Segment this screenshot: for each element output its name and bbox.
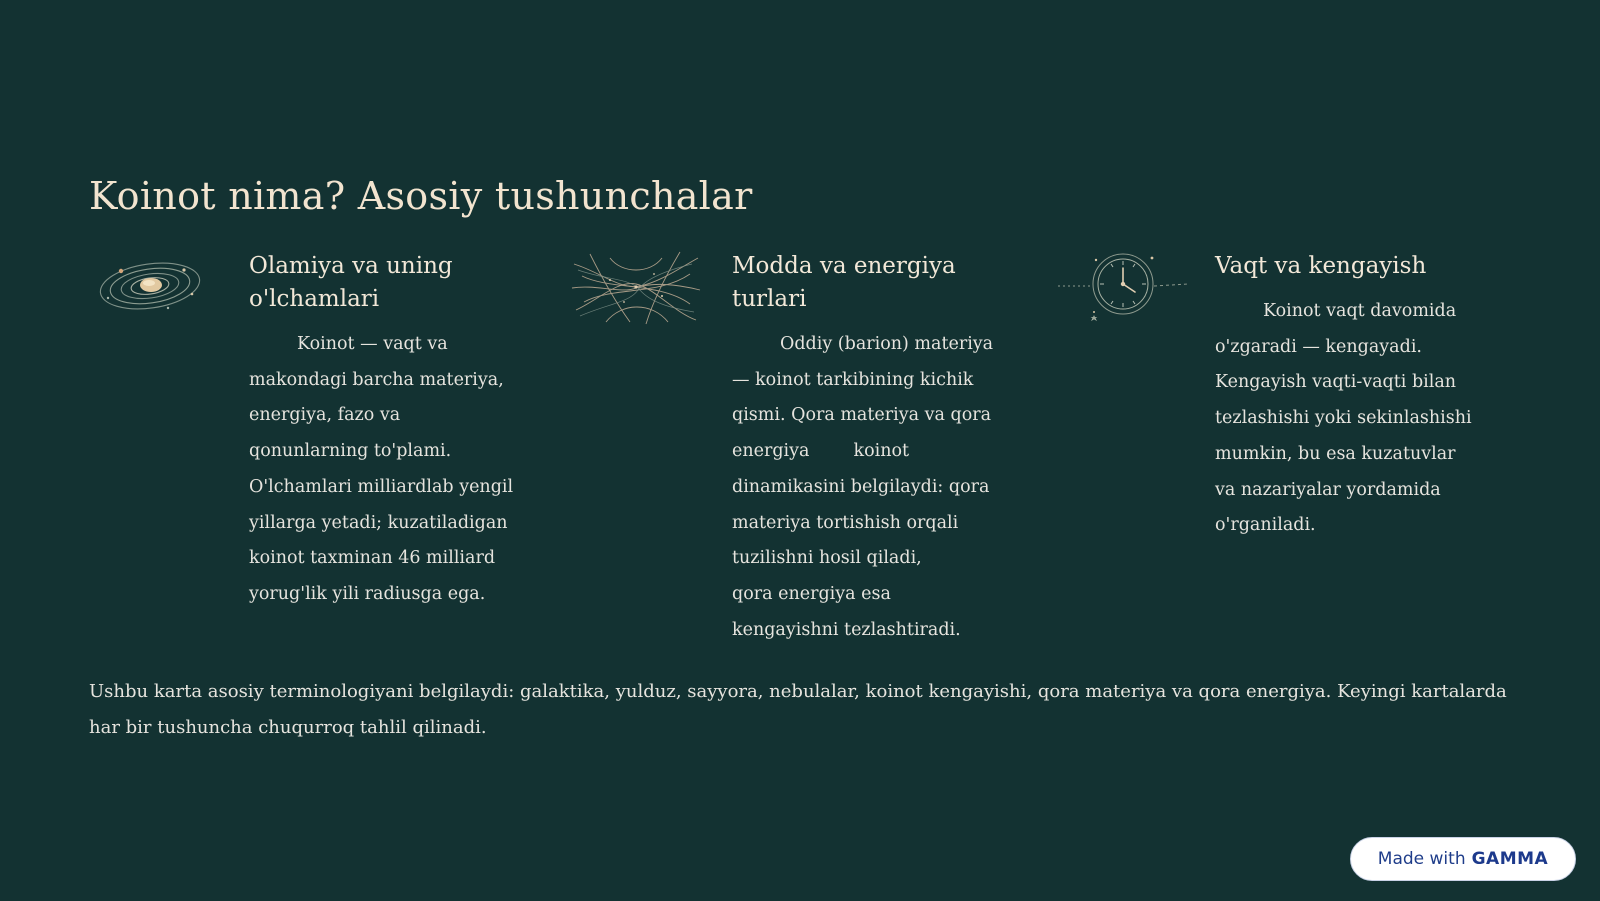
card-heading-line: Olamiya va uning [249, 253, 453, 279]
card-heading [249, 250, 549, 316]
card-body-line: yillarga yetadi; kuzatiladigan [249, 512, 508, 533]
card-body-line: yorug'lik yili radiusga ega. [249, 583, 486, 604]
card-body-line: Kengayish vaqti-vaqti bilan [1215, 372, 1457, 393]
card-body-line: O'lchamlari milliardlab yengil [249, 476, 514, 497]
card-heading-line: o'lchamlari [249, 286, 380, 312]
card-body-line: tuzilishni hosil qiladi, [732, 548, 922, 569]
card-heading-line: Vaqt va kengayish [1215, 253, 1427, 279]
card-body-line: kengayishni tezlashtiradi. [732, 619, 961, 640]
card-body-line: energiya, fazo va [249, 405, 401, 426]
card-body-line: va nazariyalar yordamida [1215, 479, 1441, 500]
cosmic-web-icon [570, 250, 700, 330]
card-body-line: dinamikasini belgilaydi: qora [732, 476, 990, 497]
page-title: Koinot nima? Asosiy tushunchalar [89, 174, 753, 219]
card-body-line: Oddiy (barion) materiya [780, 334, 994, 354]
galaxy-icon [88, 250, 218, 330]
card-body-line: Koinot vaqt davomida [1263, 301, 1457, 321]
card-body-line: qismi. Qora materiya va qora [732, 405, 992, 426]
card-heading-line: Modda va energiya [732, 253, 956, 279]
card-body-fragment: koinot [853, 441, 910, 462]
card-body-line: tezlashishi yoki sekinlashishi [1215, 408, 1472, 429]
card-body-line: mumkin, bu esa kuzatuvlar [1215, 443, 1456, 464]
card-heading [732, 250, 1032, 316]
card-body-line: o'rganiladi. [1215, 515, 1316, 536]
card-heading-line: turlari [732, 286, 807, 312]
summary-paragraph: Ushbu karta asosiy terminologiyani belgilaydi: galaktika, yulduz, sayyora, nebulalar, koinot kengayishi, qora materiya va qora energiya. Keyingi kartalarda har bir tushuncha chuqurroq tahlil qilinadi. [89, 681, 1507, 738]
made-with-gamma-badge[interactable] [1350, 837, 1576, 881]
card-body-line: Koinot — vaqt va [297, 334, 448, 354]
card-body-fragment: energiya [732, 441, 810, 462]
card-body [249, 327, 549, 613]
card-body-line: — koinot tarkibining kichik [732, 369, 974, 390]
clock-icon [1056, 250, 1186, 330]
card-body-line: koinot taxminan 46 milliard [249, 548, 496, 569]
card-body [732, 327, 1032, 648]
card-heading [1215, 250, 1515, 283]
card-body-line-split [732, 434, 1032, 470]
badge-made-with-label: Made with [1377, 849, 1466, 869]
card-body-line: materiya tortishish orqali [732, 512, 959, 533]
card-body-line: qora energiya esa [732, 583, 891, 604]
card-body-line: o'zgaradi — kengayadi. [1215, 336, 1422, 357]
card-body [1215, 294, 1515, 544]
card-body-line: makondagi barcha materiya, [249, 369, 504, 390]
card-body-line: qonunlarning to'plami. [249, 441, 452, 462]
gamma-logo: GAMMA [1471, 849, 1549, 869]
